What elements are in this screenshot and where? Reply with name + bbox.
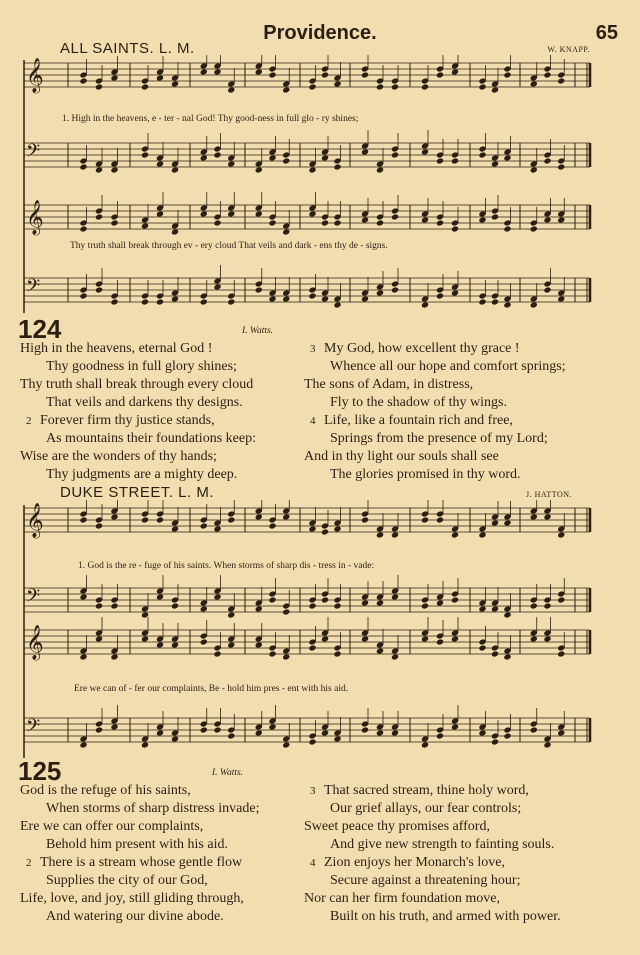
note-head — [282, 295, 290, 302]
bass-clef-icon: 𝄢 — [26, 276, 41, 301]
verse-number: 2 — [26, 857, 32, 869]
note-head — [333, 301, 341, 308]
note-head — [156, 516, 164, 523]
note-head — [79, 593, 87, 600]
note-head — [227, 298, 235, 305]
note-head — [268, 219, 276, 226]
note-head — [436, 732, 444, 739]
verse-line: Zion enjoys her Monarch's love, — [324, 855, 505, 870]
note-head — [391, 531, 399, 538]
tune-name-all-saints: ALL SAINTS. L. M. — [60, 40, 195, 57]
verse-line: Behold him present with his aid. — [46, 837, 228, 852]
note-head — [227, 210, 235, 217]
verse-line: The sons of Adam, in distress, — [304, 377, 474, 392]
note-head — [478, 216, 486, 223]
note-head — [543, 741, 551, 748]
note-head — [361, 635, 369, 642]
note-head — [530, 513, 538, 520]
note-head — [200, 68, 208, 75]
note-head — [333, 525, 341, 532]
note-head — [451, 531, 459, 538]
note-head — [141, 83, 149, 90]
note-head — [557, 729, 565, 736]
note-head — [141, 298, 149, 305]
note-head — [321, 635, 329, 642]
note-head — [255, 286, 263, 293]
lyric-line-124-2: Thy truth shall break through ev - ery cloud That veils and dark - ens thy de - signs. — [70, 241, 388, 251]
note-head — [110, 602, 118, 609]
note-head — [503, 653, 511, 660]
note-head — [79, 77, 87, 84]
note-head — [308, 210, 316, 217]
note-head — [376, 166, 384, 173]
note-head — [478, 83, 486, 90]
note-head — [213, 726, 221, 733]
note-head — [321, 596, 329, 603]
lyric-line-125-1: 1. God is the re - fuge of his saints. When storms of sharp dis - tress in - vade: — [78, 561, 375, 571]
verse-line: There is a stream whose gentle flow — [40, 855, 243, 870]
note-head — [282, 86, 290, 93]
note-head — [255, 210, 263, 217]
note-head — [95, 522, 103, 529]
note-head — [436, 599, 444, 606]
note-head — [491, 160, 499, 167]
verse-line: That veils and darkens thy designs. — [46, 395, 243, 410]
note-head — [321, 729, 329, 736]
note-head — [227, 86, 235, 93]
composer-knapp: W. KNAPP. — [547, 45, 590, 54]
note-head — [361, 295, 369, 302]
note-head — [255, 641, 263, 648]
note-head — [530, 225, 538, 232]
note-head — [333, 650, 341, 657]
note-head — [171, 735, 179, 742]
verse-column-125-right — [304, 782, 561, 926]
note-head — [110, 513, 118, 520]
lyric-line-125-2: Ere we can of - fer our complaints, Be - hold him pres - ent with his aid. — [74, 684, 349, 694]
verse-number: 3 — [310, 343, 316, 355]
note-head — [141, 635, 149, 642]
note-head — [282, 653, 290, 660]
verse-line: As mountains their foundations keep: — [46, 431, 256, 446]
author-125: I. Watts. — [212, 768, 244, 778]
note-head — [391, 151, 399, 158]
note-head — [95, 83, 103, 90]
note-head — [95, 166, 103, 173]
note-head — [156, 593, 164, 600]
note-head — [361, 71, 369, 78]
author-124: I. Watts. — [242, 326, 274, 336]
note-head — [95, 635, 103, 642]
note-head — [557, 596, 565, 603]
verse-line: High in the heavens, eternal God ! — [20, 341, 213, 356]
music-system-2 — [20, 500, 598, 762]
note-head — [361, 216, 369, 223]
note-head — [543, 635, 551, 642]
note-head — [110, 219, 118, 226]
note-head — [213, 525, 221, 532]
note-head — [503, 611, 511, 618]
note-head — [200, 154, 208, 161]
note-head — [557, 163, 565, 170]
note-head — [333, 602, 341, 609]
note-head — [530, 726, 538, 733]
note-head — [200, 726, 208, 733]
note-head — [451, 225, 459, 232]
verse-line: Thy truth shall break through every cloud — [20, 377, 254, 392]
note-head — [141, 741, 149, 748]
note-head — [171, 80, 179, 87]
note-head — [543, 216, 551, 223]
note-head — [110, 653, 118, 660]
verse-number: 4 — [310, 415, 316, 427]
note-head — [268, 295, 276, 302]
note-head — [213, 593, 221, 600]
lyric-line-124-1: 1. High in the heavens, e - ter - nal God! Thy good-ness in full glo - ry shines; — [62, 114, 359, 124]
note-head — [110, 74, 118, 81]
note-head — [110, 298, 118, 305]
note-head — [141, 151, 149, 158]
note-head — [557, 650, 565, 657]
verse-column-124-left — [20, 340, 256, 484]
note-head — [478, 729, 486, 736]
note-head — [530, 301, 538, 308]
verse-line: And watering our divine abode. — [46, 909, 224, 924]
verse-line: Wise are the wonders of thy hands; — [20, 449, 217, 464]
note-head — [200, 638, 208, 645]
note-head — [255, 729, 263, 736]
note-head — [213, 68, 221, 75]
note-head — [391, 286, 399, 293]
note-head — [361, 599, 369, 606]
verse-line: Thy judgments are a mighty deep. — [46, 467, 238, 482]
note-head — [557, 216, 565, 223]
treble-clef-icon: 𝄞 — [26, 503, 44, 538]
note-head — [321, 219, 329, 226]
verse-line: Whence all our hope and comfort springs; — [330, 359, 566, 374]
note-head — [79, 741, 87, 748]
note-head — [391, 83, 399, 90]
bass-clef-icon: 𝄢 — [26, 141, 41, 166]
note-head — [376, 219, 384, 226]
note-head — [308, 525, 316, 532]
note-head — [156, 160, 164, 167]
note-head — [282, 741, 290, 748]
note-head — [491, 650, 499, 657]
note-head — [503, 225, 511, 232]
note-head — [268, 723, 276, 730]
note-head — [79, 225, 87, 232]
section-title: Providence. — [263, 22, 377, 44]
bass-clef-icon: 𝄢 — [26, 716, 41, 741]
note-head — [391, 729, 399, 736]
verse-number: 4 — [310, 857, 316, 869]
note-head — [421, 635, 429, 642]
treble-clef-icon: 𝄞 — [26, 200, 44, 235]
note-head — [227, 611, 235, 618]
verse-line: And in thy light our souls shall see — [304, 449, 499, 464]
note-head — [156, 298, 164, 305]
note-head — [503, 732, 511, 739]
verse-line: Built on his truth, and armed with power. — [330, 909, 561, 924]
note-head — [436, 516, 444, 523]
verse-line: Life, love, and joy, still gliding through, — [20, 891, 244, 906]
note-head — [95, 726, 103, 733]
note-head — [361, 726, 369, 733]
note-head — [95, 286, 103, 293]
music-system-1 — [20, 55, 598, 315]
note-head — [255, 166, 263, 173]
note-head — [503, 71, 511, 78]
verse-125-1 — [20, 782, 259, 854]
note-head — [478, 151, 486, 158]
note-head — [503, 519, 511, 526]
note-head — [333, 735, 341, 742]
note-head — [421, 148, 429, 155]
verse-line: Sweet peace thy promises afford, — [304, 819, 490, 834]
note-head — [478, 298, 486, 305]
verse-line: Forever firm thy justice stands, — [40, 413, 215, 428]
note-head — [436, 219, 444, 226]
note-head — [333, 80, 341, 87]
note-head — [213, 151, 221, 158]
note-head — [321, 71, 329, 78]
verse-line: Supplies the city of our God, — [46, 873, 208, 888]
verse-line: Fly to the shadow of thy wings. — [330, 395, 507, 410]
note-head — [361, 148, 369, 155]
note-head — [268, 154, 276, 161]
note-head — [376, 647, 384, 654]
note-head — [543, 513, 551, 520]
note-head — [391, 213, 399, 220]
verse-line: Life, like a fountain rich and free, — [324, 413, 513, 428]
verse-line: That sacred stream, thine holy word, — [324, 783, 529, 798]
verse-line: Springs from the presence of my Lord; — [330, 431, 548, 446]
note-head — [503, 154, 511, 161]
note-head — [308, 644, 316, 651]
treble-clef-icon: 𝄞 — [26, 58, 44, 93]
note-head — [557, 295, 565, 302]
verse-number: 2 — [26, 415, 32, 427]
hymn-number-125: 125 — [18, 756, 62, 786]
note-head — [308, 292, 316, 299]
note-head — [543, 71, 551, 78]
note-head — [200, 298, 208, 305]
note-head — [282, 157, 290, 164]
verse-124-4 — [304, 412, 566, 484]
note-head — [79, 163, 87, 170]
verse-124-2 — [20, 412, 256, 484]
note-head — [95, 602, 103, 609]
note-head — [436, 157, 444, 164]
verse-line: And give new strength to fainting souls. — [330, 837, 555, 852]
note-head — [200, 605, 208, 612]
note-head — [255, 513, 263, 520]
note-head — [491, 298, 499, 305]
note-head — [171, 166, 179, 173]
note-head — [421, 83, 429, 90]
note-head — [282, 608, 290, 615]
verse-column-124-right — [304, 340, 566, 484]
note-head — [530, 80, 538, 87]
tune-name-duke-street: DUKE STREET. L. M. — [60, 484, 215, 501]
note-head — [156, 210, 164, 217]
note-head — [491, 519, 499, 526]
note-head — [451, 68, 459, 75]
note-head — [451, 635, 459, 642]
verse-line: The glories promised in thy word. — [330, 467, 521, 482]
note-head — [171, 602, 179, 609]
note-head — [171, 641, 179, 648]
note-head — [436, 638, 444, 645]
note-head — [282, 228, 290, 235]
note-head — [200, 522, 208, 529]
note-head — [543, 286, 551, 293]
note-head — [268, 650, 276, 657]
verse-line: My God, how excellent thy grace ! — [324, 341, 520, 356]
note-head — [491, 213, 499, 220]
note-head — [213, 650, 221, 657]
verse-125-3 — [304, 782, 561, 854]
verse-line: When storms of sharp distress invade; — [46, 801, 260, 816]
note-head — [200, 210, 208, 217]
note-head — [308, 166, 316, 173]
note-head — [321, 295, 329, 302]
note-head — [421, 216, 429, 223]
note-head — [79, 516, 87, 523]
note-head — [95, 213, 103, 220]
note-head — [171, 295, 179, 302]
note-head — [227, 516, 235, 523]
note-head — [110, 166, 118, 173]
note-head — [156, 641, 164, 648]
note-head — [376, 83, 384, 90]
note-head — [376, 531, 384, 538]
note-head — [543, 157, 551, 164]
note-head — [141, 222, 149, 229]
note-head — [376, 289, 384, 296]
note-head — [255, 68, 263, 75]
bass-clef-icon: 𝄢 — [26, 586, 41, 611]
note-head — [156, 74, 164, 81]
note-head — [421, 516, 429, 523]
verse-124-1 — [20, 340, 256, 412]
note-head — [478, 605, 486, 612]
note-head — [333, 219, 341, 226]
note-head — [268, 596, 276, 603]
verse-line: Nor can her firm foundation move, — [304, 891, 500, 906]
note-head — [436, 292, 444, 299]
verse-line: Ere we can offer our complaints, — [20, 819, 204, 834]
note-head — [156, 729, 164, 736]
note-head — [171, 525, 179, 532]
verse-124-3 — [304, 340, 566, 412]
page-number: 65 — [595, 22, 618, 44]
note-head — [321, 154, 329, 161]
note-head — [436, 71, 444, 78]
note-head — [213, 283, 221, 290]
note-head — [478, 644, 486, 651]
verse-125-2 — [20, 854, 259, 926]
note-head — [361, 516, 369, 523]
note-head — [421, 602, 429, 609]
note-head — [491, 605, 499, 612]
note-head — [503, 301, 511, 308]
note-head — [530, 602, 538, 609]
note-head — [213, 219, 221, 226]
note-head — [79, 292, 87, 299]
note-head — [451, 289, 459, 296]
note-head — [421, 741, 429, 748]
note-head — [491, 738, 499, 745]
note-head — [268, 71, 276, 78]
note-head — [421, 301, 429, 308]
treble-clef-icon: 𝄞 — [26, 625, 44, 660]
note-head — [543, 602, 551, 609]
note-head — [333, 163, 341, 170]
note-head — [557, 77, 565, 84]
note-head — [391, 593, 399, 600]
note-head — [478, 531, 486, 538]
verse-line: Thy goodness in full glory shines; — [46, 359, 237, 374]
verse-line: Secure against a threatening hour; — [330, 873, 521, 888]
note-head — [557, 531, 565, 538]
note-head — [530, 166, 538, 173]
note-head — [282, 513, 290, 520]
note-head — [391, 653, 399, 660]
verse-125-4 — [304, 854, 561, 926]
verse-line: God is the refuge of his saints, — [20, 783, 191, 798]
verse-column-125-left — [20, 782, 259, 926]
note-head — [530, 635, 538, 642]
note-head — [376, 729, 384, 736]
note-head — [141, 516, 149, 523]
note-head — [227, 641, 235, 648]
note-head — [79, 653, 87, 660]
note-head — [308, 83, 316, 90]
verse-line: Our grief allays, our fear controls; — [330, 801, 522, 816]
note-head — [110, 723, 118, 730]
note-head — [376, 599, 384, 606]
note-head — [308, 602, 316, 609]
note-head — [321, 528, 329, 535]
note-head — [451, 157, 459, 164]
note-head — [268, 522, 276, 529]
composer-hatton: J. HATTON. — [526, 490, 572, 499]
note-head — [451, 596, 459, 603]
hymn-number-124: 124 — [18, 314, 62, 344]
note-head — [451, 723, 459, 730]
note-head — [308, 738, 316, 745]
note-head — [491, 86, 499, 93]
note-head — [227, 160, 235, 167]
note-head — [171, 228, 179, 235]
note-head — [255, 605, 263, 612]
verse-number: 3 — [310, 785, 316, 797]
note-head — [227, 732, 235, 739]
